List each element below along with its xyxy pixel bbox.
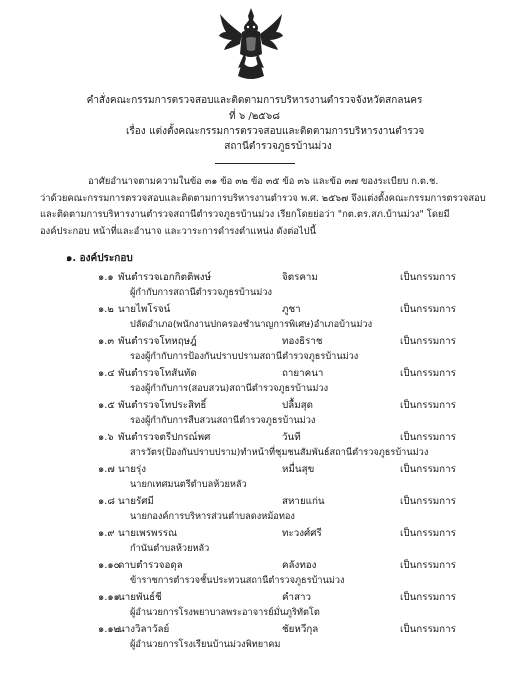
member-first-name: นายไพโรจน์	[118, 304, 171, 315]
member-last-name: ชัยหวีกุล	[282, 624, 319, 635]
member-number: ๑.๕	[98, 400, 115, 411]
preamble-line-1: อาศัยอำนาจตามความในข้อ ๓๑ ข้อ ๓๒ ข้อ ๓๕ ข้อ ๓๖ และข้อ ๓๗ ของระเบียบ ก.ต.ช.	[88, 176, 439, 187]
member-role: เป็นกรรมการ	[400, 464, 456, 475]
member-number: ๑.๘	[98, 496, 115, 507]
order-title: คำสั่งคณะกรรมการตรวจสอบและติดตามการบริหารงานตำรวจจังหวัดสกลนคร	[86, 95, 423, 106]
member-item	[0, 334, 509, 366]
member-number: ๑.๒	[98, 304, 114, 315]
member-first-name: พันตำรวจโทสันทัด	[118, 368, 197, 379]
preamble-line-3: และติดตามการบริหารงานตำรวจสถานีตำรวจภูธรบ้านม่วง เรียกโดยย่อว่า "กต.ตร.สภ.บ้านม่วง" โดยมี	[40, 209, 450, 220]
member-item	[0, 526, 509, 558]
member-number: ๑.๔	[98, 368, 115, 379]
member-first-name: พันตำรวจโทหฤษฎ์	[118, 336, 197, 347]
member-item	[0, 366, 509, 398]
member-role: เป็นกรรมการ	[400, 592, 456, 603]
member-item	[0, 558, 509, 590]
member-role: เป็นกรรมการ	[400, 528, 456, 539]
preamble-line-4: องค์ประกอบ หน้าที่และอำนาจ และวาระการดำรงตำแหน่ง ดังต่อไปนี้	[40, 225, 316, 237]
member-first-name: นายรุ่ง	[118, 464, 146, 475]
preamble-paragraph	[40, 174, 486, 240]
member-first-name: พันตำรวจโทประสิทธิ์	[118, 400, 207, 411]
member-first-name: นายพันธ์ชี	[118, 592, 162, 603]
member-position: ผู้อำนวยการโรงพยาบาลพระอาจารย์มั่นภูริทัตโต	[130, 607, 320, 618]
member-last-name: หมื่นสุข	[282, 464, 315, 475]
member-position: สารวัตร(ป้องกันปราบปราม)ทำหน้าที่ชุมชนสัมพันธ์สถานีตำรวจภูธรบ้านม่วง	[130, 447, 429, 458]
order-subject	[126, 124, 486, 154]
member-role: เป็นกรรมการ	[400, 272, 456, 283]
subject-line-1: แต่งตั้งคณะกรรมการตรวจสอบและติดตามการบริหารงานตำรวจ	[149, 126, 425, 137]
member-position: ผู้กำกับการสถานีตำรวจภูธรบ้านม่วง	[130, 287, 272, 298]
member-last-name: ทองธิราช	[282, 336, 323, 347]
member-number: ๑.๙	[98, 528, 115, 539]
divider-line	[215, 163, 295, 164]
member-number: ๑.๑๒	[98, 624, 121, 635]
member-role: เป็นกรรมการ	[400, 400, 456, 411]
member-first-name: พันตำรวจตรีปกรณ์พศ	[118, 432, 211, 443]
member-item	[0, 302, 509, 334]
member-role: เป็นกรรมการ	[400, 304, 456, 315]
member-last-name: วันที	[282, 432, 301, 443]
member-position: รองผู้กำกับการสืบสวนสถานีตำรวจภูธรบ้านม่วง	[130, 415, 316, 426]
member-last-name: สหายแก่น	[282, 496, 325, 507]
member-item	[0, 494, 509, 526]
subject-line-2: สถานีตำรวจภูธรบ้านม่วง	[224, 141, 332, 152]
garuda-emblem-icon	[218, 6, 284, 82]
member-last-name: คำสาว	[282, 592, 312, 603]
member-item	[0, 270, 509, 302]
member-role: เป็นกรรมการ	[400, 432, 456, 443]
member-first-name: พันตำรวจเอกกิตติพงษ์	[118, 272, 212, 283]
member-last-name: ปลื้มสุด	[282, 400, 314, 411]
member-item	[0, 398, 509, 430]
member-position: ข้าราชการตำรวจชั้นประทวนสถานีตำรวจภูธรบ้านม่วง	[130, 575, 345, 586]
member-number: ๑.๑๑	[98, 592, 120, 603]
member-role: เป็นกรรมการ	[400, 624, 456, 635]
member-item	[0, 462, 509, 494]
member-position: ปลัดอำเภอ(พนักงานปกครองชำนาญการพิเศษ)อำเภอบ้านม่วง	[130, 319, 373, 330]
member-first-name: ดาบตำรวจอดุล	[118, 560, 183, 571]
member-last-name: ภูชา	[282, 304, 301, 315]
member-position: รองผู้กำกับการ(สอบสวน)สถานีตำรวจภูธรบ้านม่วง	[130, 383, 329, 394]
member-number: ๑.๖	[98, 432, 114, 443]
member-number: ๑.๗	[98, 464, 115, 475]
member-item	[0, 430, 509, 462]
member-role: เป็นกรรมการ	[400, 496, 456, 507]
preamble-line-2: ว่าด้วยคณะกรรมการตรวจสอบและติดตามการบริหารงานตำรวจ พ.ศ. ๒๕๖๗ จึงแต่งตั้งคณะกรรมการตรวจสอบ	[40, 192, 486, 204]
member-last-name: ทะวงศ์ศรี	[282, 528, 322, 539]
member-item	[0, 622, 509, 654]
member-number: ๑.๑	[98, 272, 114, 283]
subject-label: เรื่อง	[126, 126, 146, 137]
member-position: รองผู้กำกับการป้องกันปราบปรามสถานีตำรวจภูธรบ้านม่วง	[130, 351, 359, 362]
section-heading: ๑. องค์ประกอบ	[66, 253, 133, 264]
member-position: ผู้อำนวยการโรงเรียนบ้านม่วงพิทยาคม	[130, 639, 281, 650]
member-last-name: จิตรคาม	[282, 272, 318, 283]
member-position: นายกเทศมนตรีตำบลห้วยหลัว	[130, 479, 247, 490]
member-last-name: ถายาคนา	[282, 368, 324, 379]
member-item	[0, 590, 509, 622]
member-number: ๑.๓	[98, 336, 115, 347]
member-position: กำนันตำบลห้วยหลัว	[130, 543, 210, 554]
member-first-name: นางวิลาวัลย์	[118, 624, 170, 635]
order-number: ที่ ๖ /๒๕๖๘	[229, 111, 280, 122]
member-position: นายกองค์การบริหารส่วนตำบลดงหม้อทอง	[130, 511, 295, 522]
member-last-name: คลังทอง	[282, 560, 317, 571]
member-first-name: นายรัศมี	[118, 496, 154, 507]
member-role: เป็นกรรมการ	[400, 560, 456, 571]
member-role: เป็นกรรมการ	[400, 336, 456, 347]
member-first-name: นายเพรพรรณ	[118, 528, 178, 539]
member-number: ๑.๑๐	[98, 560, 120, 571]
member-role: เป็นกรรมการ	[400, 368, 456, 379]
